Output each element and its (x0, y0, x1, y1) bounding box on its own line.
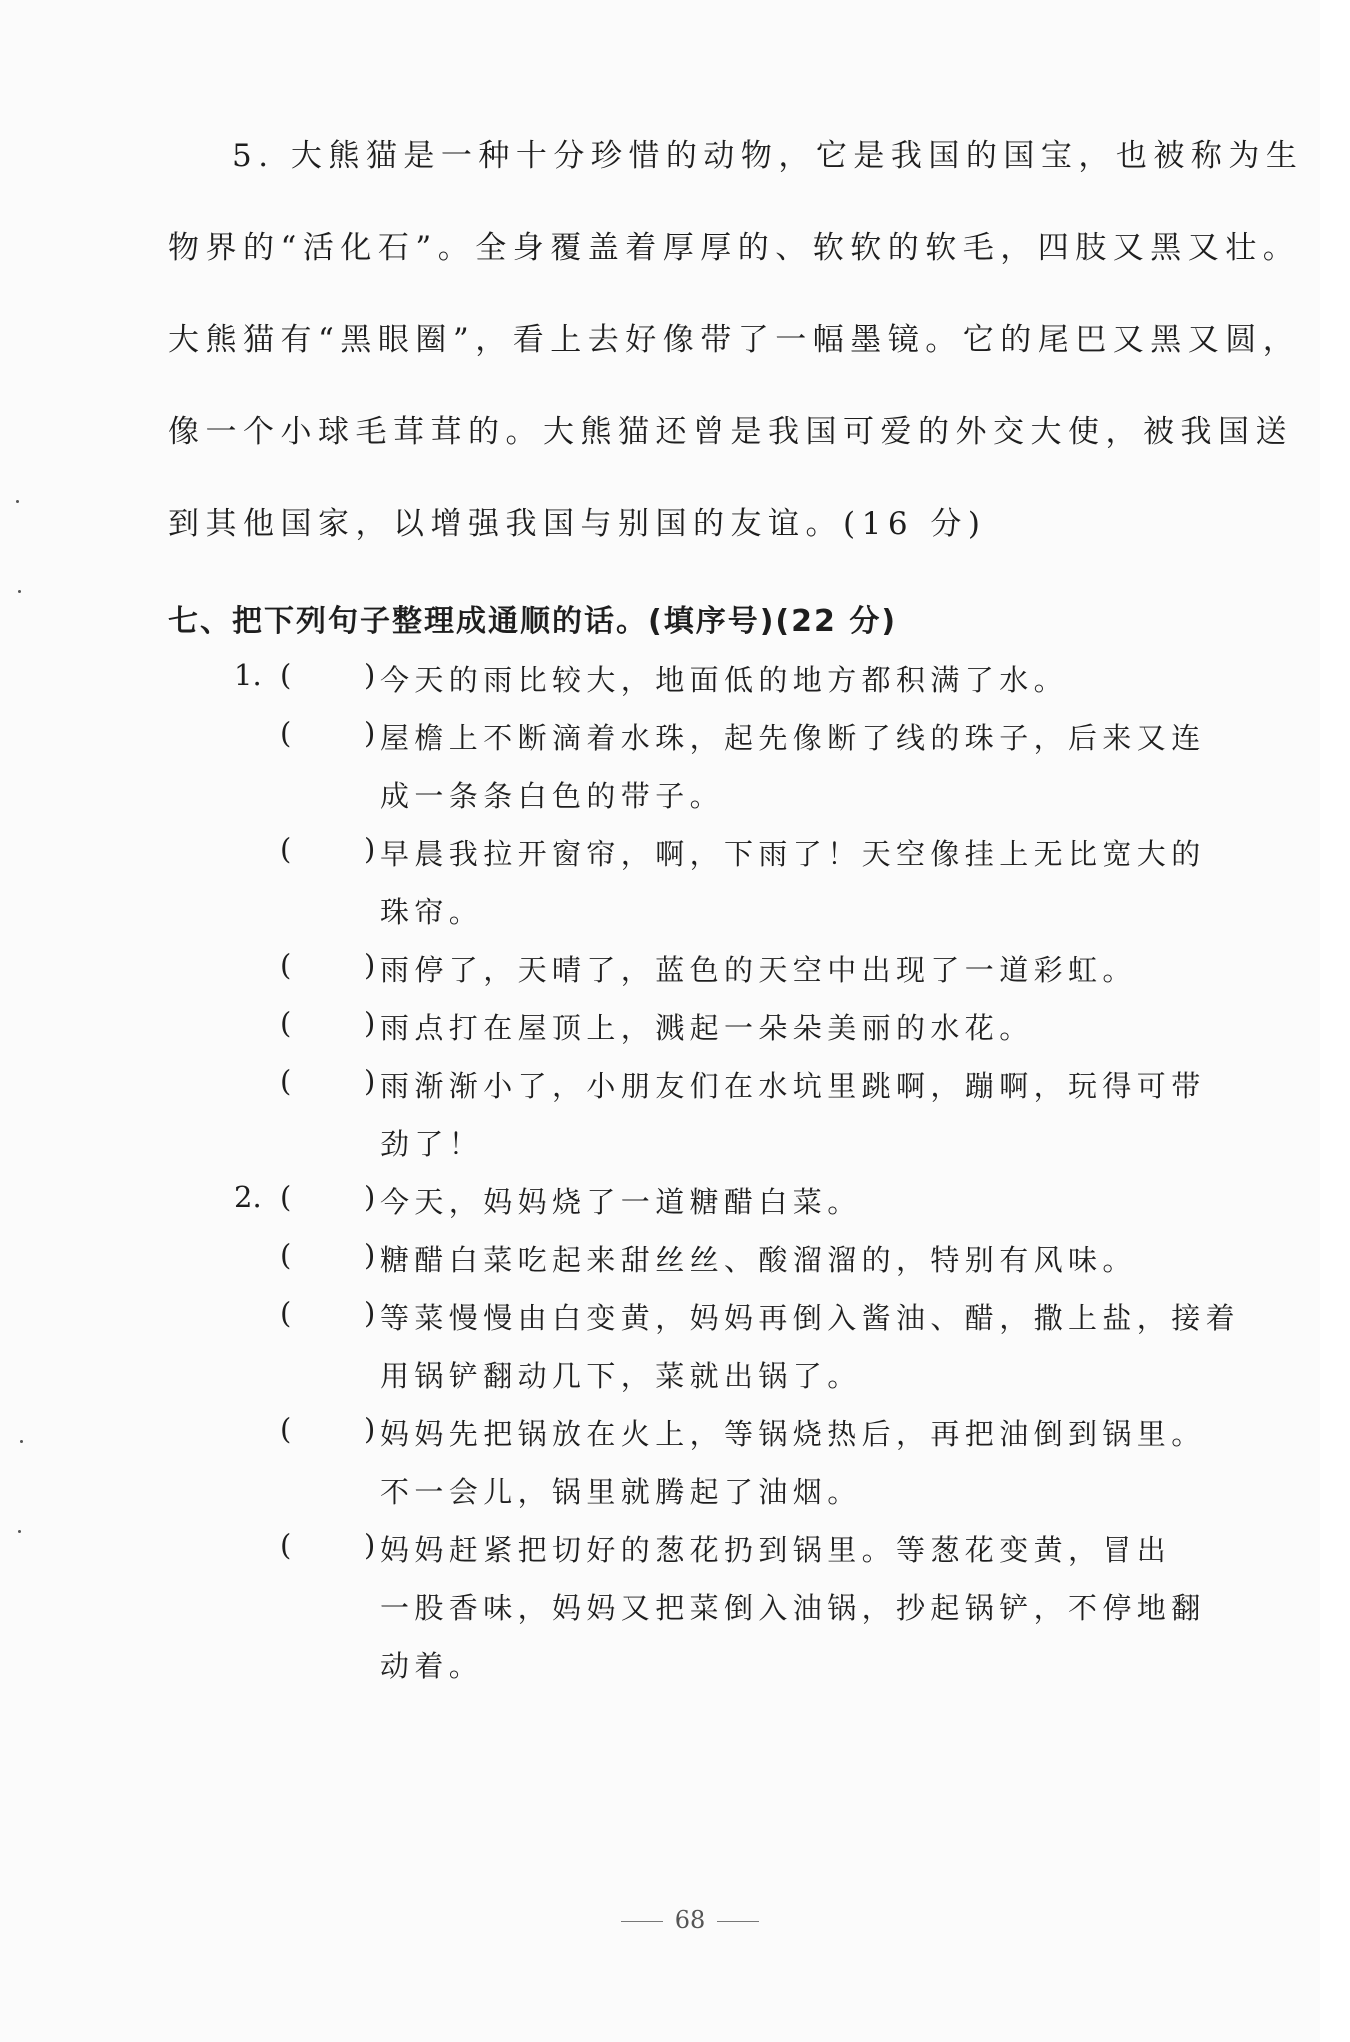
page-edge (1320, 0, 1350, 2042)
answer-paren-open: ( (280, 1412, 292, 1446)
sentence-line: 不一会儿，锅里就腾起了油烟。 (380, 1475, 862, 1509)
sentence-line: 糖醋白菜吃起来甜丝丝、酸溜溜的，特别有风味。 (380, 1243, 1137, 1277)
answer-paren-close: ) (364, 1296, 376, 1330)
answer-paren-open: ( (280, 716, 292, 750)
sentence-line: 劲了！ (380, 1127, 484, 1161)
answer-paren-close: ) (364, 1006, 376, 1040)
group-number: 2. (234, 1180, 262, 1214)
sentence-line: 成一条条白色的带子。 (380, 779, 725, 813)
scan-speck (18, 1530, 21, 1533)
sentence-line: 屋檐上不断滴着水珠，起先像断了线的珠子，后来又连 (380, 721, 1206, 755)
sentence-line: 用锅铲翻动几下，菜就出锅了。 (380, 1359, 862, 1393)
sentence-line: 雨停了，天晴了，蓝色的天空中出现了一道彩虹。 (380, 953, 1137, 987)
sentence-line: 雨点打在屋顶上，溅起一朵朵美丽的水花。 (380, 1011, 1034, 1045)
answer-paren-open: ( (280, 1006, 292, 1040)
sentence-line: 早晨我拉开窗帘，啊，下雨了！天空像挂上无比宽大的 (380, 837, 1206, 871)
scan-speck (18, 590, 21, 593)
page-number-text: 68 (674, 1906, 706, 1934)
sentence-line: 一股香味，妈妈又把菜倒入油锅，抄起锅铲，不停地翻 (380, 1591, 1206, 1625)
page-number (600, 1906, 780, 1934)
answer-paren-close: ) (364, 948, 376, 982)
answer-paren-open: ( (280, 1528, 292, 1562)
answer-paren-open: ( (280, 832, 292, 866)
section-heading: 七、把下列句子整理成通顺的话。(填序号)(22 分) (168, 604, 898, 639)
passage-line-2: 物界的“活化石”。全身覆盖着厚厚的、软软的软毛，四肢又黑又壮。 (168, 230, 1301, 266)
sentence-line: 动着。 (380, 1649, 484, 1683)
passage-line-1: 5. 大熊猫是一种十分珍惜的动物，它是我国的国宝，也被称为生 (232, 138, 1304, 174)
passage-line-4: 像一个小球毛茸茸的。大熊猫还曾是我国可爱的外交大使，被我国送 (168, 414, 1293, 450)
answer-paren-open: ( (280, 948, 292, 982)
group-number: 1. (234, 658, 262, 692)
answer-paren-open: ( (280, 1180, 292, 1214)
passage-line-5: 到其他国家，以增强我国与别国的友谊。(16 分) (168, 506, 987, 542)
scan-speck (20, 1440, 23, 1443)
sentence-line: 今天，妈妈烧了一道糖醋白菜。 (380, 1185, 862, 1219)
sentence-line: 雨渐渐小了，小朋友们在水坑里跳啊，蹦啊，玩得可带 (380, 1069, 1206, 1103)
sentence-line: 珠帘。 (380, 895, 484, 929)
answer-paren-close: ) (364, 1412, 376, 1446)
answer-paren-close: ) (364, 716, 376, 750)
sentence-line: 今天的雨比较大，地面低的地方都积满了水。 (380, 663, 1069, 697)
answer-paren-close: ) (364, 832, 376, 866)
answer-paren-close: ) (364, 1238, 376, 1272)
answer-paren-open: ( (280, 1064, 292, 1098)
scan-speck (16, 500, 19, 503)
answer-paren-open: ( (280, 1296, 292, 1330)
answer-paren-close: ) (364, 1528, 376, 1562)
passage-line-3: 大熊猫有“黑眼圈”，看上去好像带了一幅墨镜。它的尾巴又黑又圆， (168, 322, 1301, 358)
footer-dash (621, 1921, 663, 1922)
sentence-line: 妈妈先把锅放在火上，等锅烧热后，再把油倒到锅里。 (380, 1417, 1206, 1451)
answer-paren-close: ) (364, 658, 376, 692)
sentence-line: 妈妈赶紧把切好的葱花扔到锅里。等葱花变黄，冒出 (380, 1533, 1172, 1567)
answer-paren-open: ( (280, 658, 292, 692)
footer-dash (717, 1921, 759, 1922)
answer-paren-close: ) (364, 1180, 376, 1214)
sentence-line: 等菜慢慢由白变黄，妈妈再倒入酱油、醋，撒上盐，接着 (380, 1301, 1241, 1335)
answer-paren-open: ( (280, 1238, 292, 1272)
answer-paren-close: ) (364, 1064, 376, 1098)
